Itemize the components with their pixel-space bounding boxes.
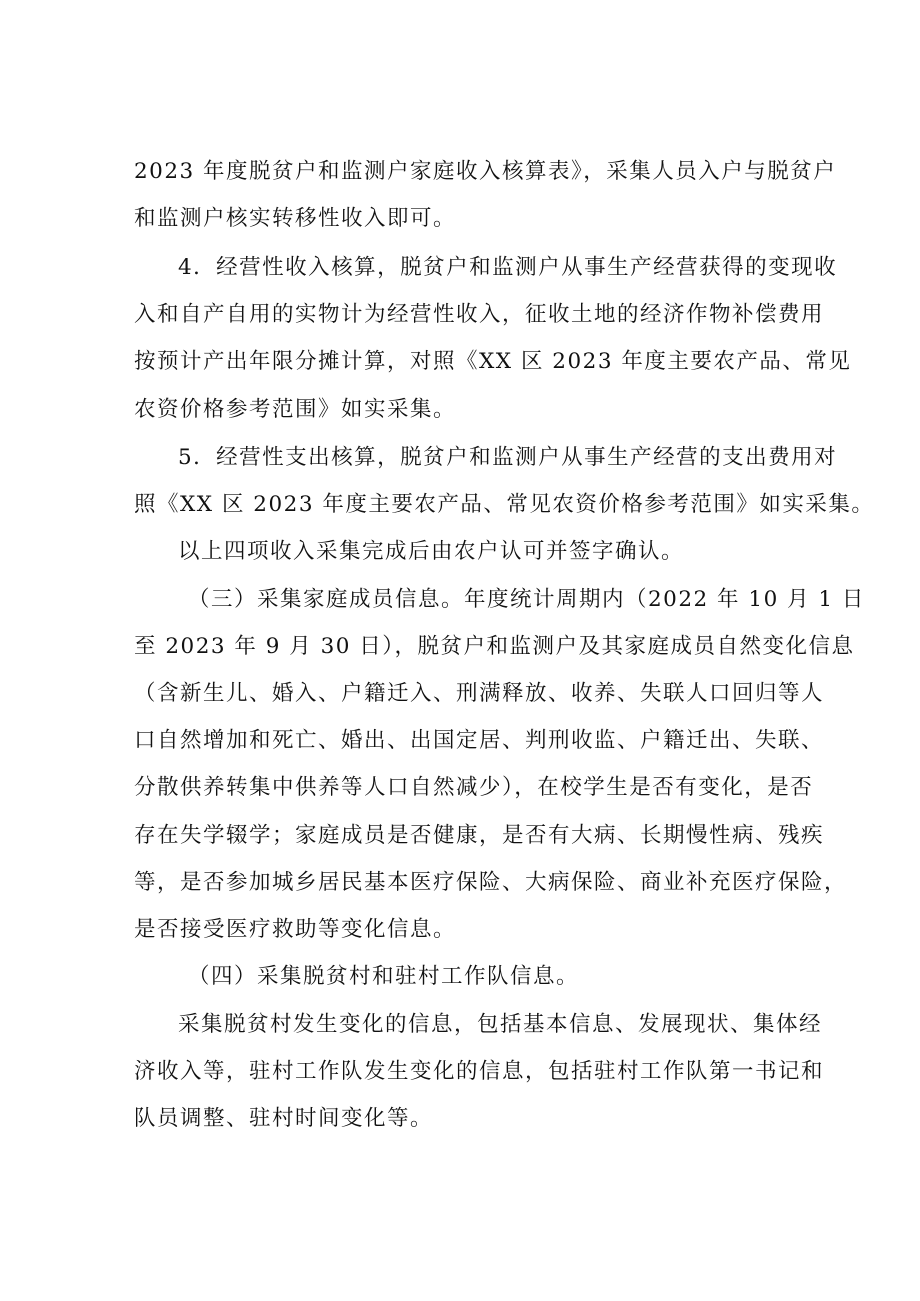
paragraph-4-start: 4．经营性收入核算，脱贫户和监测户从事生产经营获得的变现收 bbox=[178, 255, 838, 280]
text-line: 等，是否参加城乡居民基本医疗保险、大病保险、商业补充医疗保险， bbox=[134, 870, 848, 895]
text-line: 是否接受医疗救助等变化信息。 bbox=[134, 917, 457, 942]
text-line: 按预计产出年限分摊计算，对照《XX 区 2023 年度主要农产品、常见 bbox=[134, 349, 852, 374]
text-line: 和监测户核实转移性收入即可。 bbox=[134, 206, 457, 231]
text-line: 济收入等，驻村工作队发生变化的信息，包括驻村工作队第一书记和 bbox=[134, 1059, 825, 1084]
section-4-heading: （四）采集脱贫村和驻村工作队信息。 bbox=[188, 964, 580, 989]
text-line: （含新生儿、婚入、户籍迁入、刑满释放、收养、失联人口回归等人 bbox=[134, 681, 825, 706]
section-3-heading: （三）采集家庭成员信息。年度统计周期内（2022 年 10 月 1 日 bbox=[188, 587, 865, 612]
text-line: 照《XX 区 2023 年度主要农产品、常见农资价格参考范围》如实采集。 bbox=[134, 492, 875, 517]
text-line: 农资价格参考范围》如实采集。 bbox=[134, 397, 457, 422]
paragraph-5-start: 5．经营性支出核算，脱贫户和监测户从事生产经营的支出费用对 bbox=[178, 445, 838, 470]
text-line: 2023 年度脱贫户和监测户家庭收入核算表》，采集人员入户与脱贫户 bbox=[134, 159, 837, 184]
text-line: 存在失学辍学；家庭成员是否健康，是否有大病、长期慢性病、残疾 bbox=[134, 823, 825, 848]
summary-line: 以上四项收入采集完成后由农户认可并签字确认。 bbox=[178, 539, 685, 564]
text-line: 至 2023 年 9 月 30 日），脱贫户和监测户及其家庭成员自然变化信息 bbox=[134, 634, 855, 659]
text-line: 队员调整、驻村时间变化等。 bbox=[134, 1106, 434, 1131]
text-line: 口自然增加和死亡、婚出、出国定居、判刑收监、户籍迁出、失联、 bbox=[134, 728, 825, 753]
text-line: 分散供养转集中供养等人口自然减少），在校学生是否有变化，是否 bbox=[134, 775, 814, 800]
paragraph-start: 采集脱贫村发生变化的信息，包括基本信息、发展现状、集体经 bbox=[178, 1012, 823, 1037]
text-line: 入和自产自用的实物计为经营性收入，征收土地的经济作物补偿费用 bbox=[134, 302, 825, 327]
